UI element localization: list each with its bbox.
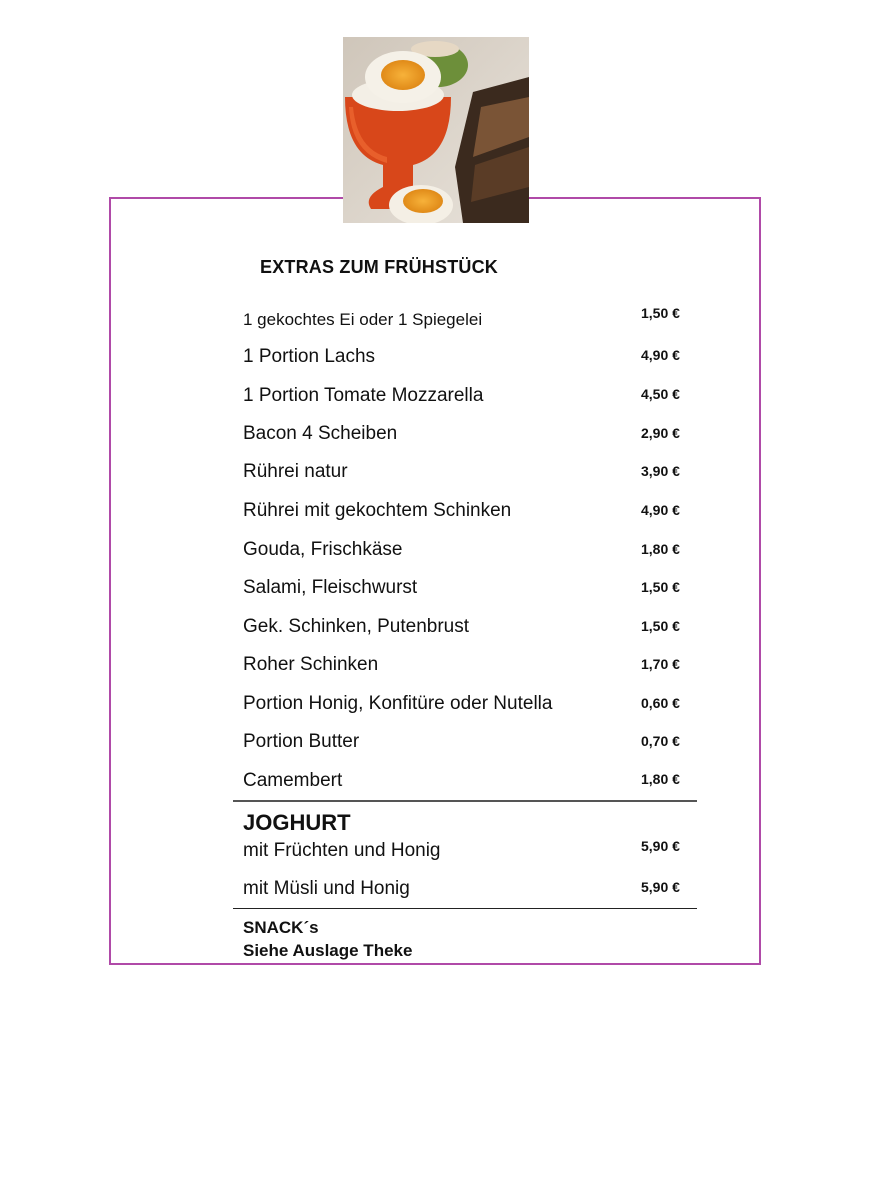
- section-divider: [233, 800, 697, 802]
- menu-item-name: Bacon 4 Scheiben: [243, 423, 398, 444]
- section-title-extras: EXTRAS ZUM FRÜHSTÜCK: [260, 257, 498, 277]
- menu-item-name: Roher Schinken: [243, 654, 379, 675]
- soft-boiled-egg-photo: [343, 37, 529, 223]
- menu-item-name: mit Müsli und Honig: [243, 878, 410, 899]
- menu-item-price: 0,70 €: [641, 733, 680, 749]
- menu-item-price: 5,90 €: [641, 838, 680, 854]
- menu-item-name: 1 gekochtes Ei oder 1 Spiegelei: [243, 310, 483, 329]
- menu-item-name: Salami, Fleischwurst: [243, 577, 418, 598]
- menu-item-name: Rührei mit gekochtem Schinken: [243, 500, 512, 521]
- menu-item-name: 1 Portion Tomate Mozzarella: [243, 385, 484, 406]
- menu-item-price: 3,90 €: [641, 463, 680, 479]
- menu-item-price: 4,50 €: [641, 386, 680, 402]
- menu-item-name: mit Früchten und Honig: [243, 840, 441, 861]
- menu-item-name: Portion Honig, Konfitüre oder Nutella: [243, 693, 553, 714]
- section-title-joghurt: JOGHURT: [243, 810, 351, 835]
- menu-item-name: Rührei natur: [243, 461, 348, 482]
- section-divider: [233, 908, 697, 909]
- menu-item-name: Gouda, Frischkäse: [243, 539, 403, 560]
- menu-item-price: 4,90 €: [641, 347, 680, 363]
- menu-item-price: 1,50 €: [641, 305, 680, 321]
- menu-item-price: 2,90 €: [641, 425, 680, 441]
- menu-item-price: 1,80 €: [641, 771, 680, 787]
- menu-item-name: Camembert: [243, 770, 343, 791]
- menu-item-price: 4,90 €: [641, 502, 680, 518]
- menu-item-price: 1,80 €: [641, 541, 680, 557]
- snacks-note: Siehe Auslage Theke: [243, 941, 413, 960]
- menu-item-price: 0,60 €: [641, 695, 680, 711]
- snacks-heading: SNACK´s: [243, 918, 319, 937]
- menu-item-price: 1,70 €: [641, 656, 680, 672]
- menu-item-name: Portion Butter: [243, 731, 360, 752]
- menu-item-price: 5,90 €: [641, 879, 680, 895]
- menu-item-name: Gek. Schinken, Putenbrust: [243, 616, 470, 637]
- menu-item-name: 1 Portion Lachs: [243, 346, 376, 367]
- menu-item-price: 1,50 €: [641, 618, 680, 634]
- menu-item-price: 1,50 €: [641, 579, 680, 595]
